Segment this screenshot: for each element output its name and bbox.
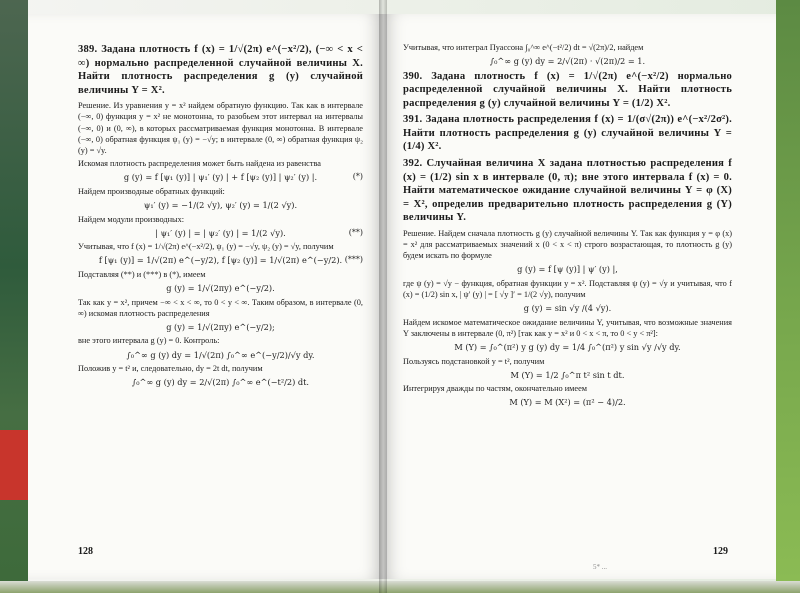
left-formula <box>78 172 363 183</box>
left-line-text: ∫₀^∞ g (y) dy = 1/√(2π) ∫₀^∞ e^(−y/2)/√y dy. <box>126 349 315 360</box>
right-line-text: ∫₀^∞ g (y) dy = 2/√(2π) · √(2π)/2 = 1. <box>489 56 646 67</box>
right-line-text: Пользуясь подстановкой y = t², получим <box>403 356 545 366</box>
right-formula <box>403 264 732 275</box>
equation-tag: (*) <box>352 172 363 182</box>
left-formula <box>78 228 363 239</box>
left-line-text: Подставляя (**) и (***) в (*), имеем <box>78 269 206 279</box>
cover-red-stripe <box>0 430 28 500</box>
left-paragraph <box>78 241 363 252</box>
left-line-text: g (y) = 1/√(2πy) e^(−y/2); <box>166 321 275 332</box>
left-formula <box>78 283 363 294</box>
right-problem <box>403 113 732 154</box>
right-line-text: 391. Задана плотность распределения f (x) = 1/(σ√(2π)) e^(−x²/2σ²). Найти плотность распределения g (y) случайной величины Y = (1/4) X². <box>403 114 732 153</box>
book-gutter <box>379 0 387 593</box>
right-paragraph <box>403 356 732 367</box>
left-paragraph <box>78 363 363 374</box>
left-line-text: Решение. Из уравнения y = x² найдем обратную функцию. Так как в интервале (−∞, 0) функция y = x² не монотонна, то разобьем этот интервал на интервалы (−∞, 0) и (0, ∞), в которых рассматриваемая функция монотонна. В интервале (−∞, 0) обратная функция ψ₁ (y) = −√y; в интервале (0, ∞) обратная функция ψ₂ (y) = √y. <box>78 101 363 155</box>
right-paragraph <box>403 383 732 394</box>
right-page <box>383 14 776 579</box>
right-line-text: 392. Случайная величина X задана плотностью распределения f (x) = (1/2) sin x в интервале (0, π); вне этого интервала f (x) = 0. Найти математическое ожидание случайной величины Y = φ (X) = X², определив предварительно плотность распределения g (Y) величины Y. <box>403 157 732 224</box>
right-formula <box>403 397 732 408</box>
right-page-number: 129 <box>713 546 728 557</box>
right-line-text: Найдем искомое математическое ожидание величины Y, учитывая, что возможные значения Y заключены в интервале (0, π²) [так как y = x² и 0 < x < π, то 0 < y < π²]: <box>403 317 732 338</box>
book-cover-right <box>776 0 800 593</box>
right-formula <box>403 56 732 67</box>
right-line-text: g (y) = sin √y /(4 √y). <box>523 303 612 314</box>
left-line-text: ∫₀^∞ g (y) dy = 2/√(2π) ∫₀^∞ e^(−t²/2) dt. <box>131 377 310 388</box>
left-paragraph <box>78 186 363 197</box>
right-formula <box>403 370 732 381</box>
left-page-text <box>28 14 383 579</box>
left-paragraph <box>78 335 363 346</box>
right-page-text <box>383 14 776 579</box>
right-paragraph <box>403 42 732 53</box>
left-formula <box>78 377 363 388</box>
left-formula <box>78 255 363 266</box>
left-line-text: f [ψ₁ (y)] = 1/√(2π) e^(−y/2), f [ψ₂ (y)] = 1/√(2π) e^(−y/2). <box>98 255 343 266</box>
left-paragraph <box>78 158 363 169</box>
left-page <box>28 14 383 579</box>
right-formula <box>403 303 732 314</box>
left-page-number: 128 <box>78 546 93 557</box>
left-line-text: 389. Задана плотность f (x) = 1/√(2π) e^(−x²/2), (−∞ < x < ∞) нормально распределенной случайной величины X. Найти плотность распределения g (y) случайной величины Y = X². <box>78 44 363 96</box>
left-paragraph <box>78 214 363 225</box>
right-line-text: M (Y) = M (X²) = (π² − 4)/2. <box>509 397 626 408</box>
right-line-text: Решение. Найдем сначала плотность g (y) случайной величины Y. Так как функция y = φ (x) = x² для рассматриваемых значений x (0 < x < π) строго возрастающая, то плотность g (y) будем искать по формуле <box>403 228 732 261</box>
right-line-text: 390. Задана плотность f (x) = 1/√(2π) e^(−x²/2) нормально распределенной случайной величины X. Найти плотность распределения g (y) случайной величины Y = (1/2) X². <box>403 70 732 109</box>
right-line-text: Учитывая, что интеграл Пуассона ∫₀^∞ e^(−t²/2) dt = √(2π)/2, найдем <box>403 43 644 52</box>
right-problem <box>403 157 732 225</box>
equation-tag: (**) <box>348 227 363 237</box>
right-paragraph <box>403 228 732 262</box>
right-line-text: M (Y) = 1/2 ∫₀^π t² sin t dt. <box>510 369 625 380</box>
right-paragraph <box>403 278 732 300</box>
left-formula <box>78 322 363 333</box>
left-line-text: Положив y = t² и, следовательно, dy = 2t dt, получим <box>78 364 263 374</box>
left-line-text: Так как y = x², причем −∞ < x < ∞, то 0 < y < ∞. Таким образом, в интервале (0, ∞) искомая плотность распределения <box>78 297 363 318</box>
left-paragraph <box>78 100 363 156</box>
left-paragraph <box>78 269 363 280</box>
right-paragraph <box>403 317 732 339</box>
left-problem <box>78 43 363 97</box>
right-line-text: Интегрируя дважды по частям, окончательно имеем <box>403 384 588 394</box>
left-line-text: Искомая плотность распределения может быть найдена из равенства <box>78 159 321 169</box>
left-formula <box>78 200 363 211</box>
left-paragraph <box>78 297 363 319</box>
equation-tag: (***) <box>344 255 363 265</box>
left-line-text: Найдем производные обратных функций: <box>78 186 225 196</box>
right-line-text: M (Y) = ∫₀^(π²) y g (y) dy = 1/4 ∫₀^(π²) y sin √y /√y dy. <box>454 342 681 353</box>
right-problem <box>403 70 732 111</box>
left-line-text: ψ₁′ (y) = −1/(2 √y), ψ₂′ (y) = 1/(2 √y). <box>143 200 298 210</box>
right-formula <box>403 342 732 353</box>
left-line-text: Учитывая, что f (x) = 1/√(2π) e^(−x²/2), ψ₁ (y) = −√y, ψ₂ (y) = √y, получим <box>78 242 334 252</box>
book-cover-left <box>0 0 28 593</box>
right-line-text: g (y) = f [ψ (y)] | ψ′ (y) |, <box>517 264 618 275</box>
left-line-text: вне этого интервала g (y) = 0. Контроль: <box>78 336 220 346</box>
left-formula <box>78 350 363 361</box>
left-line-text: g (y) = 1/√(2πy) e^(−y/2). <box>166 283 275 294</box>
footer-signature-mark: 5* ... <box>593 563 607 571</box>
page-edges <box>0 581 800 593</box>
left-line-text: | ψ₁′ (y) | = | ψ₂′ (y) | = 1/(2 √y). <box>155 227 286 238</box>
right-line-text: где ψ (y) = √y − функция, обратная функции y = x². Подставляя ψ (y) = √y и учитывая, что f (x) = (1/2) sin x, | ψ′ (y) | = [ √y ]′ = 1/(2 √y), получим <box>403 278 732 299</box>
left-line-text: g (y) = f [ψ₁ (y)] | ψ₁′ (y) | + f [ψ₂ (y)] | ψ₂′ (y) |. <box>123 172 318 183</box>
left-line-text: Найдем модули производных: <box>78 214 185 224</box>
